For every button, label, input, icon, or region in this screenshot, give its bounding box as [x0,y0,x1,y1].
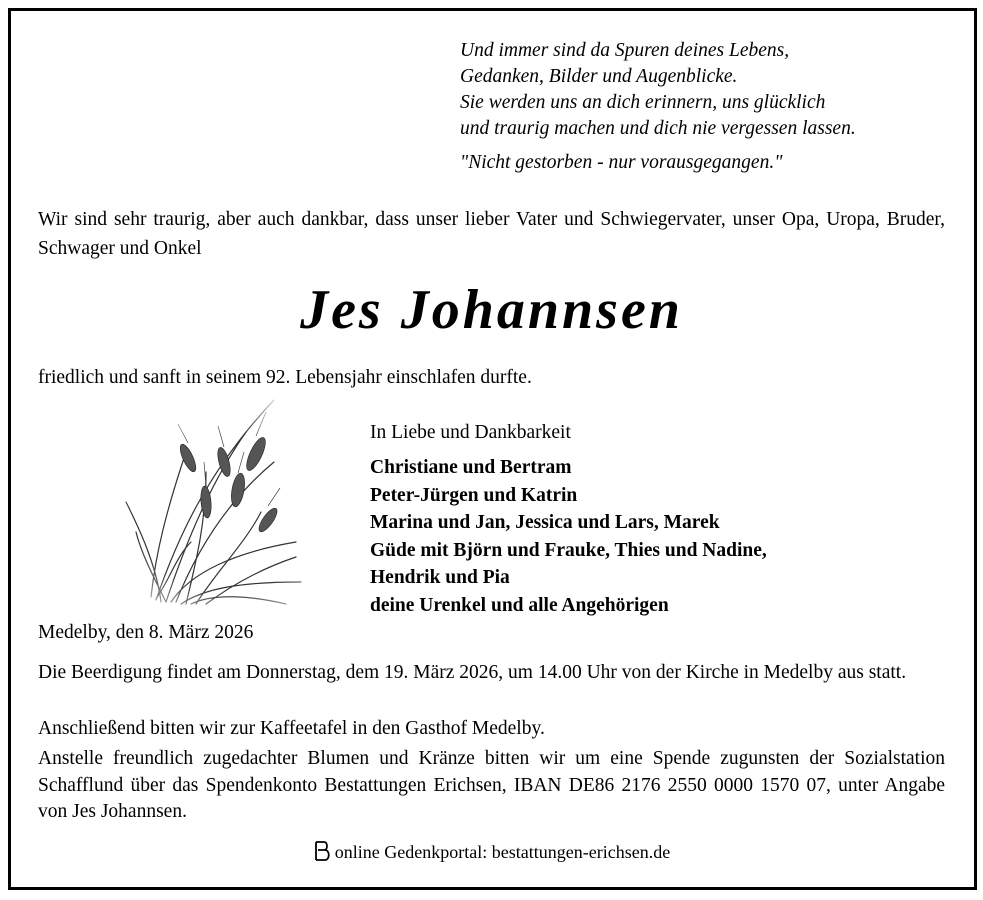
memorial-portal-text[interactable]: online Gedenkportal: bestattungen-erichsen.de [334,842,671,862]
family-block [370,422,767,620]
family-member: Christiane und Bertram [370,457,572,478]
erichsen-logo-icon [313,840,331,862]
wheat-ears-drawing [96,392,358,610]
poem-quote: "Nicht gestorben - nur vorausgegangen." [460,152,783,173]
family-member: deine Urenkel und alle Angehörigen [370,594,669,616]
family-member: Marina und Jan, Jessica und Lars, Marek [370,512,720,534]
poem-line: Gedanken, Bilder und Augenblicke. [460,66,738,87]
coffee-info: Anschließend bitten wir zur Kaffeetafel in den Gasthof Medelby. [38,718,545,739]
memorial-portal [0,840,983,863]
place-date: Medelby, den 8. März 2026 [38,622,254,643]
funeral-info: Die Beerdigung findet am Donnerstag, dem 19. März 2026, um 14.00 Uhr von der Kirche in Medelby aus statt. [38,662,907,683]
donation-info: Anstelle freundlich zugedachter Blumen und Kränze bitten wir um eine Spende zugunsten der Sozialstation Schafflund über das Spendenkonto Bestattungen Erichsen, IBAN DE86 2176 2550 0000 1570 07, unter Angabe von Jes Johannsen. [38,748,945,822]
poem-line: Sie werden uns an dich erinnern, uns glücklich [460,92,826,113]
deceased-name: Jes Johannsen [300,279,683,341]
family-member: Hendrik und Pia [370,567,510,589]
poem-line: und traurig machen und dich nie vergessen lassen. [460,118,856,139]
family-member: Peter-Jürgen und Katrin [370,484,578,506]
poem [460,38,856,176]
family-member: Güde mit Björn und Frauke, Thies und Nadine, [370,539,767,561]
family-heading: In Liebe und Dankbarkeit [370,422,571,443]
passing-text: friedlich und sanft in seinem 92. Lebensjahr einschlafen durfte. [38,367,532,388]
intro-text: Wir sind sehr traurig, aber auch dankbar, dass unser lieber Vater und Schwiegervater, unser Opa, Uropa, Bruder, Schwager und Onkel [38,209,945,259]
poem-line: Und immer sind da Spuren deines Lebens, [460,40,790,61]
